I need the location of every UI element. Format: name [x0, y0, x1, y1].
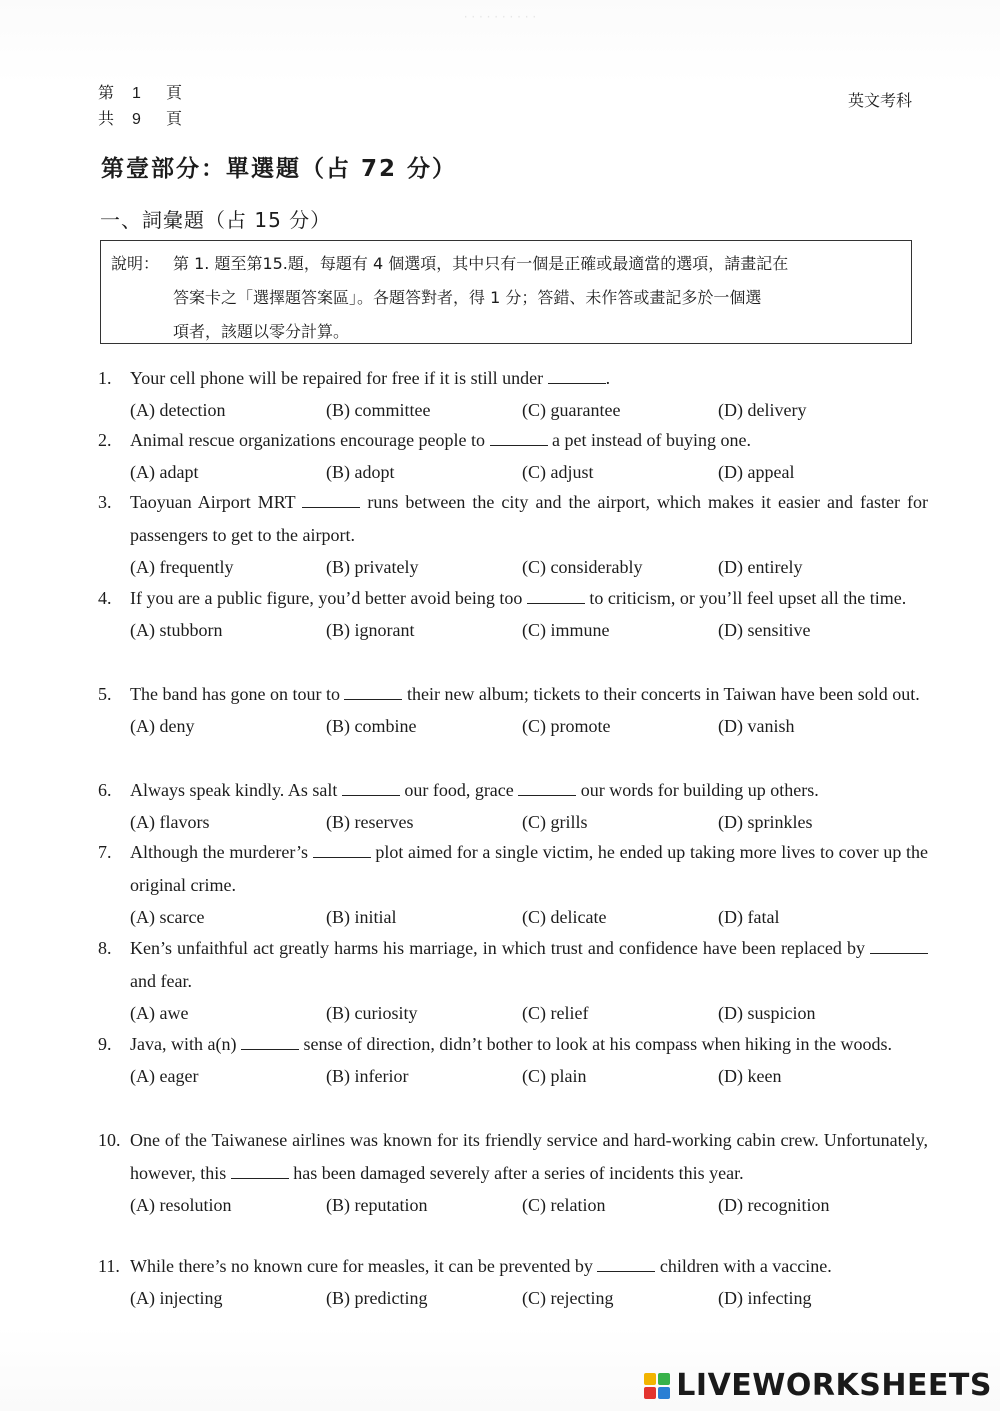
question-text: [130, 486, 928, 552]
instructions-label: 說明：: [111, 254, 160, 273]
answer-option[interactable]: (B) initial: [326, 907, 397, 927]
logo-mark-square: [644, 1387, 656, 1399]
options-row: [130, 552, 928, 582]
answer-option[interactable]: (C) grills: [522, 812, 588, 832]
logo-mark-square: [644, 1373, 656, 1385]
answer-blank[interactable]: [302, 492, 360, 508]
page-indicator: [98, 80, 184, 132]
answer-option[interactable]: (B) reserves: [326, 812, 414, 832]
question-stem: [98, 774, 928, 807]
question-text-part: Although the murderer’s: [130, 842, 313, 862]
answer-option[interactable]: (A) deny: [130, 716, 195, 736]
question-item: [98, 836, 928, 932]
question-text: [130, 1250, 928, 1283]
question-text-part: to criticism, or you’ll feel upset all the time.: [584, 588, 907, 608]
answer-blank[interactable]: [548, 368, 606, 384]
question-stem: [98, 362, 928, 395]
answer-option[interactable]: (D) sensitive: [718, 620, 811, 640]
question-stem: [98, 1028, 928, 1061]
section-title: 一、詞彙題（占 15 分）: [100, 208, 332, 232]
question-text: [130, 1124, 928, 1190]
question-number: 5.: [98, 684, 112, 704]
question-number: 11.: [98, 1256, 120, 1276]
question-text-part: their new album; tickets to their concerts in Taiwan have been sold out.: [402, 684, 920, 704]
answer-blank[interactable]: [518, 780, 576, 796]
question-stem: [98, 932, 928, 998]
question-item: [98, 1028, 928, 1091]
answer-option[interactable]: (C) adjust: [522, 462, 594, 482]
question-item: [98, 424, 928, 487]
question-text-part: While there’s no known cure for measles, it can be prevented by: [130, 1256, 598, 1276]
answer-option[interactable]: (C) guarantee: [522, 400, 621, 420]
question-text: [130, 678, 928, 711]
question-stem: [98, 424, 928, 457]
options-row: [130, 711, 928, 741]
question-text: [130, 932, 928, 998]
answer-option[interactable]: (D) infecting: [718, 1288, 812, 1308]
answer-option[interactable]: (D) fatal: [718, 907, 780, 927]
question-text-part: Java, with a(n): [130, 1034, 241, 1054]
answer-option[interactable]: (A) awe: [130, 1003, 189, 1023]
answer-option[interactable]: (A) scarce: [130, 907, 205, 927]
question-text: [130, 836, 928, 902]
question-number: 2.: [98, 430, 112, 450]
answer-option[interactable]: (C) considerably: [522, 557, 643, 577]
answer-blank[interactable]: [597, 1256, 655, 1272]
options-row: [130, 1061, 928, 1091]
answer-option[interactable]: (D) delivery: [718, 400, 807, 420]
answer-option[interactable]: (B) curiosity: [326, 1003, 418, 1023]
answer-option[interactable]: (A) resolution: [130, 1195, 232, 1215]
answer-option[interactable]: (A) stubborn: [130, 620, 223, 640]
question-text: [130, 582, 928, 615]
question-text: [130, 362, 928, 395]
question-stem: [98, 678, 928, 711]
scan-header-noise: · · · · · · · · · ·: [463, 10, 537, 24]
answer-option[interactable]: (B) privately: [326, 557, 419, 577]
question-text: [130, 774, 928, 807]
instructions-line: 答案卡之「選擇題答案區」。各題答對者，得 1 分；答錯、未作答或畫記多於一個選: [173, 288, 762, 307]
question-text-part: children with a vaccine.: [655, 1256, 832, 1276]
subject-label: 英文考科: [847, 91, 912, 110]
options-row: [130, 457, 928, 487]
question-text-part: has been damaged severely after a series of incidents this year.: [288, 1163, 744, 1183]
question-text: [130, 424, 928, 457]
question-item: [98, 486, 928, 582]
answer-option[interactable]: (A) eager: [130, 1066, 199, 1086]
question-text-part: a pet instead of buying one.: [547, 430, 751, 450]
answer-option[interactable]: (B) ignorant: [326, 620, 415, 640]
question-text: [130, 1028, 928, 1061]
answer-blank[interactable]: [870, 938, 928, 954]
liveworksheets-logo: [644, 1368, 992, 1403]
answer-option[interactable]: (C) immune: [522, 620, 610, 640]
question-number: 7.: [98, 842, 112, 862]
question-item: [98, 582, 928, 645]
answer-blank[interactable]: [344, 684, 402, 700]
options-row: [130, 902, 928, 932]
page-label: 第: [98, 83, 117, 102]
question-text-part: If you are a public figure, you’d better avoid being too: [130, 588, 527, 608]
answer-option[interactable]: (D) suspicion: [718, 1003, 816, 1023]
answer-option[interactable]: (C) rejecting: [522, 1288, 614, 1308]
question-stem: [98, 582, 928, 615]
total-label: 共: [98, 109, 117, 128]
question-stem: [98, 836, 928, 902]
question-text-part: and fear.: [130, 971, 192, 991]
answer-option[interactable]: (B) predicting: [326, 1288, 428, 1308]
instructions-line: 項者，該題以零分計算。: [173, 322, 350, 341]
answer-option[interactable]: (B) adopt: [326, 462, 395, 482]
answer-option[interactable]: (C) promote: [522, 716, 611, 736]
answer-option[interactable]: (D) vanish: [718, 716, 795, 736]
answer-blank[interactable]: [342, 780, 400, 796]
question-text-part: our words for building up others.: [576, 780, 819, 800]
answer-option[interactable]: (B) inferior: [326, 1066, 409, 1086]
question-text-part: runs between the city and the airport, which makes it easier and faster for passengers to get to the airport.: [130, 492, 929, 545]
question-number: 1.: [98, 368, 112, 388]
answer-option[interactable]: (C) plain: [522, 1066, 587, 1086]
answer-option[interactable]: (B) committee: [326, 400, 431, 420]
part-title: 第壹部分：單選題（占 72 分）: [101, 156, 458, 182]
question-text-part: plot aimed for a single victim, he ended up taking more lives to cover up the original crime.: [130, 842, 928, 895]
options-row: [130, 1283, 928, 1313]
answer-option[interactable]: (A) detection: [130, 400, 226, 420]
answer-blank[interactable]: [490, 430, 548, 446]
question-number: 4.: [98, 588, 112, 608]
answer-blank[interactable]: [313, 842, 371, 858]
question-number: 3.: [98, 492, 112, 512]
options-row: [130, 395, 928, 425]
question-number: 6.: [98, 780, 112, 800]
answer-option[interactable]: (B) combine: [326, 716, 417, 736]
answer-blank[interactable]: [241, 1034, 299, 1050]
question-text-part: Taoyuan Airport MRT: [130, 492, 303, 512]
question-number: 9.: [98, 1034, 112, 1054]
total-unit: 頁: [166, 109, 185, 128]
question-text-part: Your cell phone will be repaired for free if it is still under: [130, 368, 548, 388]
question-text-part: Ken’s unfaithful act greatly harms his marriage, in which trust and confidence have been replaced by: [130, 938, 870, 958]
options-row: [130, 998, 928, 1028]
answer-blank[interactable]: [231, 1163, 289, 1179]
logo-text: LIVEWORKSHEETS: [676, 1368, 992, 1403]
answer-option[interactable]: (D) keen: [718, 1066, 782, 1086]
answer-option[interactable]: (C) delicate: [522, 907, 607, 927]
question-item: [98, 932, 928, 1028]
answer-option[interactable]: (C) relief: [522, 1003, 589, 1023]
question-stem: [98, 1250, 928, 1283]
page-unit: 頁: [166, 83, 185, 102]
logo-mark-icon: [644, 1373, 670, 1399]
answer-option[interactable]: (C) relation: [522, 1195, 606, 1215]
answer-option[interactable]: (D) recognition: [718, 1195, 830, 1215]
answer-option[interactable]: (B) reputation: [326, 1195, 428, 1215]
answer-option[interactable]: (D) entirely: [718, 557, 803, 577]
question-item: [98, 774, 928, 837]
options-row: [130, 807, 928, 837]
question-item: [98, 678, 928, 741]
total-pages: 9: [132, 111, 143, 128]
question-item: [98, 1124, 928, 1220]
question-stem: [98, 1124, 928, 1190]
question-number: 8.: [98, 938, 112, 958]
question-text-part: .: [605, 368, 611, 388]
question-text-part: Always speak kindly. As salt: [130, 780, 342, 800]
question-item: [98, 362, 928, 425]
answer-blank[interactable]: [527, 588, 585, 604]
answer-option[interactable]: (A) frequently: [130, 557, 234, 577]
question-text-part: Animal rescue organizations encourage people to: [130, 430, 490, 450]
answer-option[interactable]: (A) flavors: [130, 812, 210, 832]
answer-option[interactable]: (D) sprinkles: [718, 812, 813, 832]
answer-option[interactable]: (A) adapt: [130, 462, 199, 482]
question-item: [98, 1250, 928, 1313]
options-row: [130, 615, 928, 645]
question-stem: [98, 486, 928, 552]
logo-mark-square: [658, 1373, 670, 1385]
instructions-box: [100, 240, 912, 344]
answer-option[interactable]: (D) appeal: [718, 462, 795, 482]
question-text-part: our food, grace: [399, 780, 519, 800]
question-text-part: The band has gone on tour to: [130, 684, 345, 704]
page-number: 1: [132, 85, 143, 102]
instructions-line: 第 1. 題至第15.題，每題有 4 個選項，其中只有一個是正確或最適當的選項，請畫記在: [173, 254, 789, 273]
options-row: [130, 1190, 928, 1220]
question-text-part: sense of direction, didn’t bother to look at his compass when hiking in the woods.: [298, 1034, 893, 1054]
answer-option[interactable]: (A) injecting: [130, 1288, 223, 1308]
question-number: 10.: [98, 1130, 121, 1150]
question-text-part: One of the Taiwanese airlines was known for its friendly service and hard-working cabin crew. Unfortunately, however, this: [130, 1130, 928, 1183]
logo-mark-square: [658, 1387, 670, 1399]
